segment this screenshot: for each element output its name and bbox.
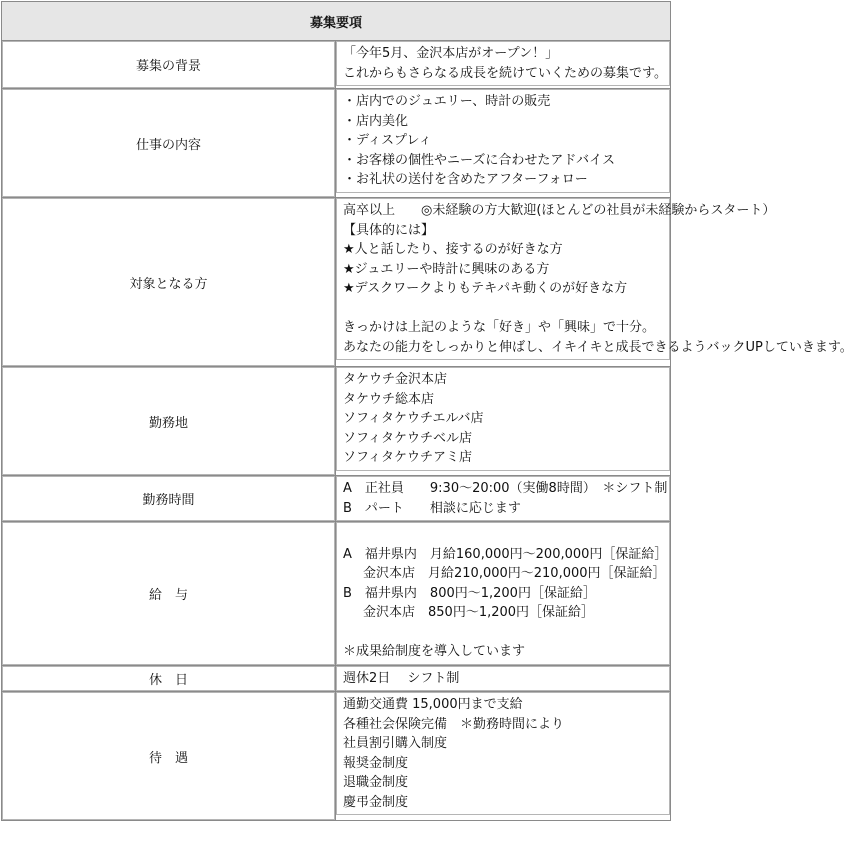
row-content-cell bbox=[336, 666, 670, 693]
row-job-description bbox=[2, 89, 670, 198]
row-label: 募集の背景 bbox=[135, 59, 201, 74]
content-line: タケウチ総本店 bbox=[343, 391, 435, 407]
row-content-cell bbox=[336, 367, 670, 476]
content-line: 各種社会保険完備 ＊勤務時間により bbox=[343, 716, 565, 732]
content-line: ・店内美化 bbox=[343, 113, 409, 129]
row-label: 給 与 bbox=[148, 587, 188, 603]
row-label: 勤務時間 bbox=[142, 493, 195, 508]
row-label: 勤務地 bbox=[148, 415, 188, 431]
content-line: 慶弔金制度 bbox=[343, 794, 409, 810]
content-line: ・お客様の個性やニーズに合わせたアドバイス bbox=[343, 152, 615, 168]
row-label-cell bbox=[2, 89, 336, 198]
content-line: 週休2日 シフト制 bbox=[343, 670, 460, 686]
content-line: タケウチ金沢本店 bbox=[343, 372, 448, 387]
content-line: 高卒以上 ◎未経験の方大歓迎(ほとんどの社員が未経験からスタート） bbox=[343, 203, 776, 218]
content-line: ・店内でのジュエリー、時計の販売 bbox=[343, 94, 551, 109]
row-holidays bbox=[2, 666, 670, 693]
content-line: ・ディスプレィ bbox=[343, 133, 432, 148]
content-line: A 正社員 9:30～20:00（実働8時間） ＊シフト制 bbox=[343, 481, 668, 496]
row-label-cell bbox=[2, 41, 336, 89]
content-line: ★人と話したり、接するのが好きな方 bbox=[343, 242, 563, 257]
content-line: 金沢本店 月給210,000円～210,000円［保証給］ bbox=[363, 566, 666, 581]
row-label: 対象となる方 bbox=[129, 276, 208, 292]
row-label-cell bbox=[2, 198, 336, 367]
content-line: きっかけは上記のような「好き」や「興味」で十分。 bbox=[343, 320, 656, 335]
row-label: 休 日 bbox=[148, 672, 188, 688]
row-benefits bbox=[2, 692, 670, 820]
row-background bbox=[2, 41, 670, 89]
row-label: 待 遇 bbox=[148, 750, 188, 766]
content-line: B パート 相談に応じます bbox=[343, 500, 521, 516]
row-content-cell bbox=[336, 476, 670, 522]
blank-line bbox=[343, 299, 663, 319]
content-line: 「今年5月、金沢本店がオープン！」 bbox=[343, 46, 559, 61]
content-line: これからもさらなる成長を続けていくための募集です。 bbox=[343, 65, 667, 81]
content-line: ＊成果給制度を導入しています bbox=[343, 644, 526, 659]
row-content-cell bbox=[336, 522, 670, 666]
blank-line bbox=[343, 623, 663, 643]
row-working-hours bbox=[2, 476, 670, 522]
content-line: ★ジュエリーや時計に興味のある方 bbox=[343, 261, 550, 277]
row-content-cell bbox=[336, 41, 670, 89]
content-line: 報奨金制度 bbox=[343, 755, 409, 771]
content-line: B 福井県内 800円～1,200円［保証給］ bbox=[343, 585, 596, 601]
content-line: 通勤交通費 15,000円まで支給 bbox=[343, 697, 523, 712]
content-line: ★デスクワークよりもテキパキ動くのが好きな方 bbox=[343, 281, 628, 296]
table-title: 募集要項 bbox=[2, 2, 670, 41]
row-label-cell bbox=[2, 522, 336, 666]
row-work-location bbox=[2, 367, 670, 476]
content-line: ソフィタケウチベル店 bbox=[343, 430, 472, 446]
content-line: ソフィタケウチアミ店 bbox=[343, 450, 472, 465]
row-content-cell bbox=[336, 89, 670, 198]
blank-line bbox=[343, 525, 663, 545]
content-line: 社員割引購入制度 bbox=[343, 736, 448, 751]
content-line: ソフィタケウチエルバ店 bbox=[343, 411, 484, 426]
content-line: 退職金制度 bbox=[343, 775, 409, 790]
row-label: 仕事の内容 bbox=[135, 137, 201, 153]
row-label-cell bbox=[2, 367, 336, 476]
row-salary bbox=[2, 522, 670, 666]
row-target-candidates bbox=[2, 198, 670, 367]
row-label-cell bbox=[2, 692, 336, 820]
row-content-cell bbox=[336, 692, 670, 820]
content-line: あなたの能力をしっかりと伸ばし、イキイキと成長できるようバックUPしていきます。 bbox=[343, 339, 853, 355]
content-line: ・お礼状の送付を含めたアフターフォロー bbox=[343, 172, 588, 187]
content-line: A 福井県内 月給160,000円～200,000円［保証給］ bbox=[343, 546, 668, 562]
row-label-cell bbox=[2, 666, 336, 693]
row-label-cell bbox=[2, 476, 336, 522]
content-line: 金沢本店 850円～1,200円［保証給］ bbox=[363, 605, 595, 620]
row-content-cell bbox=[336, 198, 853, 367]
content-line: 【具体的には】 bbox=[343, 222, 435, 238]
recruitment-table bbox=[1, 1, 853, 821]
